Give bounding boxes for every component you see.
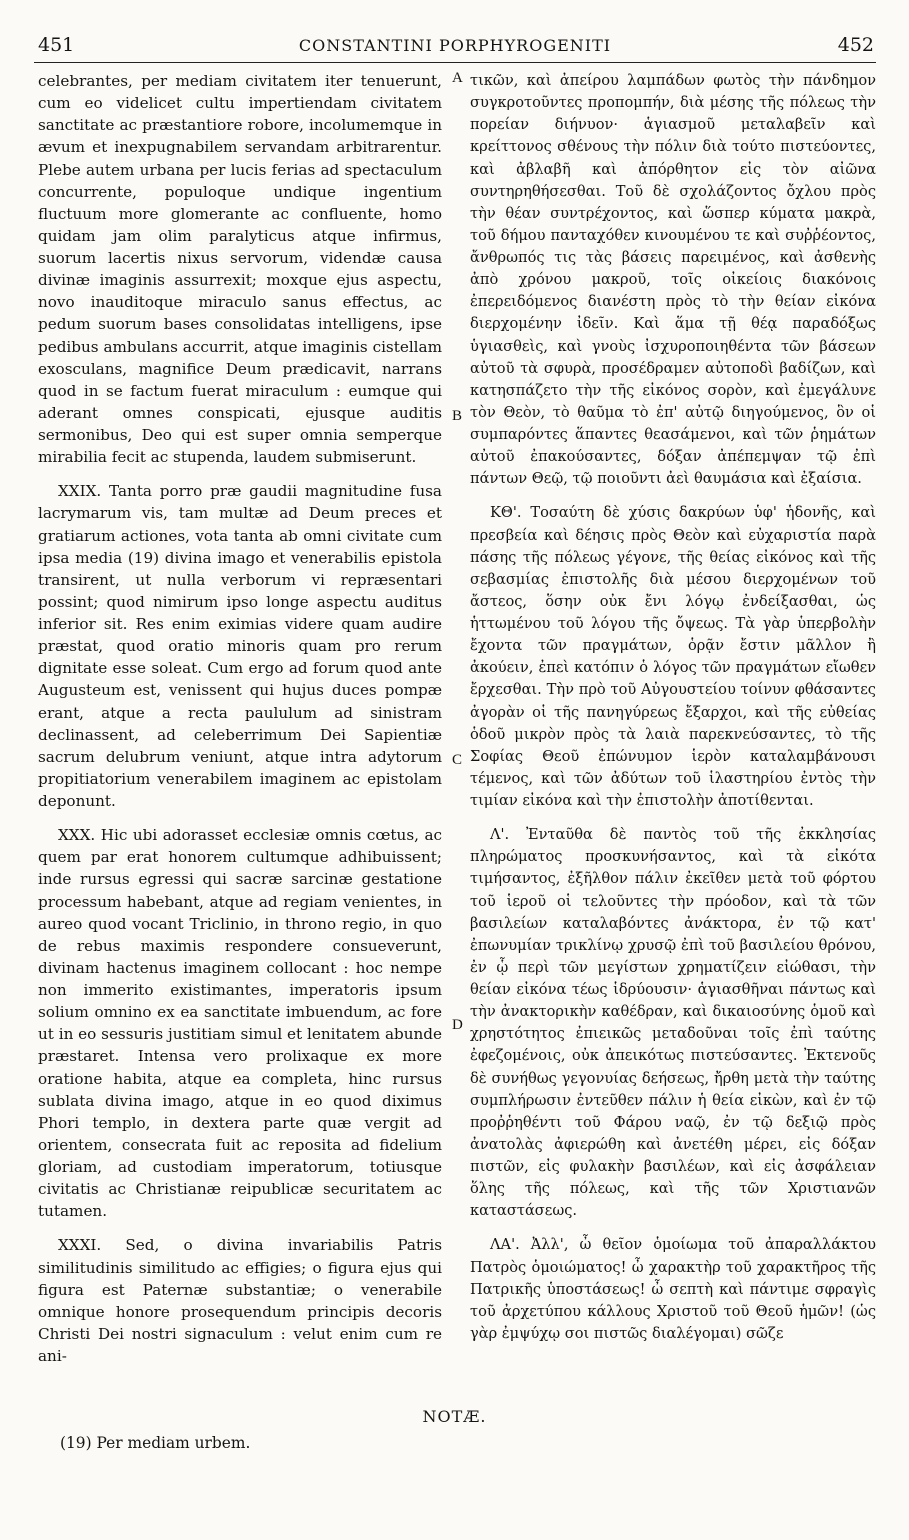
running-title: CONSTANTINI PORPHYROGENITI: [298, 36, 612, 55]
latin-section-xxx: XXX. Hic ubi adorasset ecclesiæ omnis cœtus, ac quem par erat honorem cultumque adhibuissent; inde rursus egressi qui sacræ sarcinæ gestatione processum habebant, atque ad regiam venientes, in aureo quod vocant Triclinio, in throno regio, in quo de rebus maximis respondere consueverunt, divinam hactenus imaginem collocant : hoc nempe non immerito existimantes, imperatoris ipsum solium omnino ex ea sanctitate imbuendum, ac fore ut in eo sessuris justitiam simul et lenitatem abunde præstaret. Intensa vero prolixaque ex more oratione habita, atque ea completa, hinc rursus sublata divina imago, atque in eo quod diximus Phori templo, in dextera parte quæ vergit ad orientem, consecrata fuit ac reposita ad fidelium gloriam, ad custodiam imperatorum, totiusque civitatis ac Christianæ reipublicæ securitatem ac tutamen.: [38, 826, 442, 1221]
greek-column: [470, 70, 876, 1357]
greek-section-l: Λ'. Ἐνταῦθα δὲ παντὸς τοῦ τῆς ἐκκλησίας πληρώματος προσκυνήσαντος, καὶ τὰ εἰκότα τιμήσαντος, ἐξῆλθον πάλιν ἐκεῖθεν μετὰ τοῦ φόρτου τοῦ ἱεροῦ οἱ τελοῦντες τὴν πρόοδον, καὶ τὰ τῶν βασιλείων καταλαβόντες ἀνάκτορα, ἐν τῷ κατ' ἐπωνυμίαν τρικλίνῳ χρυσῷ ἐπὶ τοῦ βασιλείου θρόνου, ἐν ᾧ περὶ τῶν μεγίστων χρηματίζειν εἰώθασι, τὴν θείαν εἰκόνα τέως ἱδρύουσιν· ἁγιασθῆναι πάντως καὶ τὴν ἀνακτορικὴν καθέδραν, καὶ δικαιοσύνης ὁμοῦ καὶ χρηστότητος ἐπιεικῶς μεταδοῦναι τοῖς ἐπὶ ταύτης ἐφεζομένοις, οὐκ ἀπεικότως πιστεύσαντες. Ἐκτενοῦς δὲ συνήθως γεγονυίας δεήσεως, ἤρθη μετὰ τὴν ταύτης συμπλήρωσιν ἐντεῦθεν πάλιν ἡ θεία εἰκὼν, καὶ ἐν τῷ προῤῥηθέντι τοῦ Φάρου ναῷ, ἐν τῷ δεξιῷ πρὸς ἀνατολὰς ἀφιερώθη καὶ ἀνετέθη μέρει, εἰς δόξαν πιστῶν, εἰς φυλακὴν βασιλέων, καὶ εἰς ἀσφάλειαν ὅλης τῆς πόλεως, καὶ τῆς τῶν Χριστιανῶν καταστάσεως.: [470, 826, 876, 1220]
latin-column: [38, 70, 442, 1379]
margin-marker-d: D: [452, 1017, 463, 1033]
greek-section-kth: ΚΘ'. Τοσαύτη δὲ χύσις δακρύων ὑφ' ἡδονῆς, καὶ πρεσβεία καὶ δέησις πρὸς Θεὸν καὶ εὐχαριστία παρὰ πάσης τῆς πόλεως γέγονε, τῆς θείας εἰκόνος καὶ τῆς σεβασμίας ἐπιστολῆς διὰ μέσου διερχομένων τοῦ ἄστεος, ὅσην οὐκ ἔνι λόγῳ ἐνδείξασθαι, ὡς ἡττωμένου τοῦ λόγου τῆς ὄψεως. Τὰ γὰρ ὑπερβολὴν ἔχοντα τῶν πραγμάτων, ὁρᾷν ἔστιν μᾶλλον ἢ ἀκούειν, ἐπεὶ κατόπιν ὁ λόγος τῶν πραγμάτων εἴωθεν ἔρχεσθαι. Τὴν πρὸ τοῦ Αὐγουστείου τοίνυν φθάσαντες ἀγορὰν οἱ τῆς πανηγύρεως ἔξαρχοι, καὶ τῆς εὐθείας ὁδοῦ μικρὸν πρὸς τὰ λαιὰ παρεκνεύσαντες, τὸ τῆς Σοφίας Θεοῦ ἐπώνυμον ἱερὸν καταλαμβάνουσι τέμενος, καὶ τῶν ἀδύτων τοῦ ἱλαστηρίου ἐντὸς τὴν τιμίαν εἰκόνα καὶ τὴν ἐπιστολὴν ἀποτίθενται.: [470, 504, 876, 809]
latin-section-xxxi: XXXI. Sed, o divina invariabilis Patris similitudinis similitudo ac effigies; o figura ejus qui figura est Paternæ substantiæ; o venerabile omnique honore prosequendum principis decoris Christi Dei nostri signaculum : velut enim cum re ani-: [38, 1236, 442, 1365]
margin-marker-a: A: [452, 70, 463, 86]
latin-section-xxix: XXIX. Tanta porro præ gaudii magnitudine fusa lacrymarum vis, tam multæ ad Deum preces et gratiarum actiones, vota tanta ab omni civitate cum ipsa media (19) divina imago et venerabilis epistola transirent, ut nulla verborum vi repræsentari possint; quod nimirum ipso longe aspectu auditus inferior sit. Res enim eximias videre quam audire præstat, quod oratio minoris quam pro rerum dignitate esse soleat. Cum ergo ad forum quod ante Augusteum est, venissent qui hujus duces pompæ erant, atque a recta paululum ad sinistram declinassent, ad celeberrimum Dei Sapientiæ sacrum delubrum veniunt, atque intra adytorum propitiatorium venerabilem imaginem ac epistolam deponunt.: [38, 482, 442, 810]
notes-title: NOTÆ.: [422, 1407, 487, 1426]
margin-marker-b: B: [452, 408, 463, 424]
page-number-left: 451: [38, 34, 75, 56]
running-header: [34, 32, 876, 63]
margin-marker-c: C: [452, 752, 463, 768]
greek-paragraph-1: τικῶν, καὶ ἀπείρου λαμπάδων φωτὸς τὴν πάνδημον συγκροτοῦντες προπομπήν, διὰ μέσης τῆς πόλεως τὴν πορείαν διήνυον· ἁγιασμοῦ μεταλαβεῖν καὶ κρείττονος σθένους τὴν πόλιν διὰ τούτο πιστεύοντες, καὶ ἀβλαβῆ καὶ ἀπόρθητον εἰς τὸν αἰῶνα συντηρηθήσεσθαι. Τοῦ δὲ σχολάζοντος ὄχλου πρὸς τὴν θέαν συντρέχοντος, καὶ ὥσπερ κύματα μακρὰ, τοῦ δήμου πανταχόθεν κινουμένου τε καὶ συῤῥέοντος, ἄνθρωπός τις τὰς βάσεις παρειμένος, καὶ ἀσθενὴς ἀπὸ χρόνου μακροῦ, τοῖς οἰκείοις διακόνοις ἐπερειδόμενος διανέστη πρὸς τὸ τὴν θείαν εἰκόνα διερχομένην ἰδεῖν. Καὶ ἅμα τῇ θέᾳ παραδόξως ὑγιασθεὶς, καὶ γνοὺς ἰσχυροποιηθέντα τῶν βάσεων αὐτοῦ τὰ σφυρὰ, προσέδραμεν αὐτοποδὶ βαδίζων, καὶ κατησπάζετο τὴν τῆς εἰκόνος σορὸν, καὶ ἐμεγάλυνε τὸν Θεὸν, τὸ θαῦμα τὸ ἐπ' αὐτῷ διηγούμενος, ὃν οἱ συμπαρόντες ἅπαντες θεασάμενοι, καὶ τῶν ῥημάτων αὐτοῦ ἐπακούσαντες, δόξαν ἀπέπεμψαν τῷ ἐπὶ πάντων Θεῷ, τῷ ποιοῦντι ἀεὶ θαυμάσια καὶ ἐξαίσια.: [470, 72, 876, 488]
page-number-right: 452: [837, 34, 874, 56]
latin-paragraph-1: celebrantes, per mediam civitatem iter tenuerunt, cum eo videlicet cultu impertiendam civitatem sanctitate ac præstantiore robore, incolumemque in ævum et inexpugnabilem servandam arbitrarentur. Plebe autem urbana per lucis ferias ad spectaculum concurrente, populoque undique ingentium fluctuum more glomerante ac confluente, homo quidam jam olim paralyticus atque infirmus, suorum lacertis nixus servorum, videndæ causa divinæ imaginis assurrexit; moxque ejus aspectu, novo inauditoque miraculo sanus effectus, ac pedum suorum bases consolidatas intelligens, ipse pedibus ambulans accurrit, atque imaginis cistellam exosculans, magnifice Deum prædicavit, narrans quod in se factum fuerat miraculum : eumque qui aderant omnes conspicati, ejusque auditis sermonibus, Deo qui est super omnia semperque mirabilia fecit ac stupenda, laudem submiserunt.: [38, 72, 442, 467]
greek-section-la: ΛΑ'. Ἀλλ', ὦ θεῖον ὁμοίωμα τοῦ ἀπαραλλάκτου Πατρὸς ὁμοιώματος! ὦ χαρακτὴρ τοῦ χαρακτῆρος τῆς Πατρικῆς ὑποστάσεως! ὦ σεπτὴ καὶ πάντιμε σφραγὶς τοῦ ἀρχετύπου κάλλους Χριστοῦ τοῦ Θεοῦ ἡμῶν! (ὡς γὰρ ἐμψύχῳ σοι πιστῶς διαλέγομαι) σῶζε: [470, 1236, 876, 1342]
footnote-19: (19) Per mediam urbem.: [60, 1434, 251, 1452]
